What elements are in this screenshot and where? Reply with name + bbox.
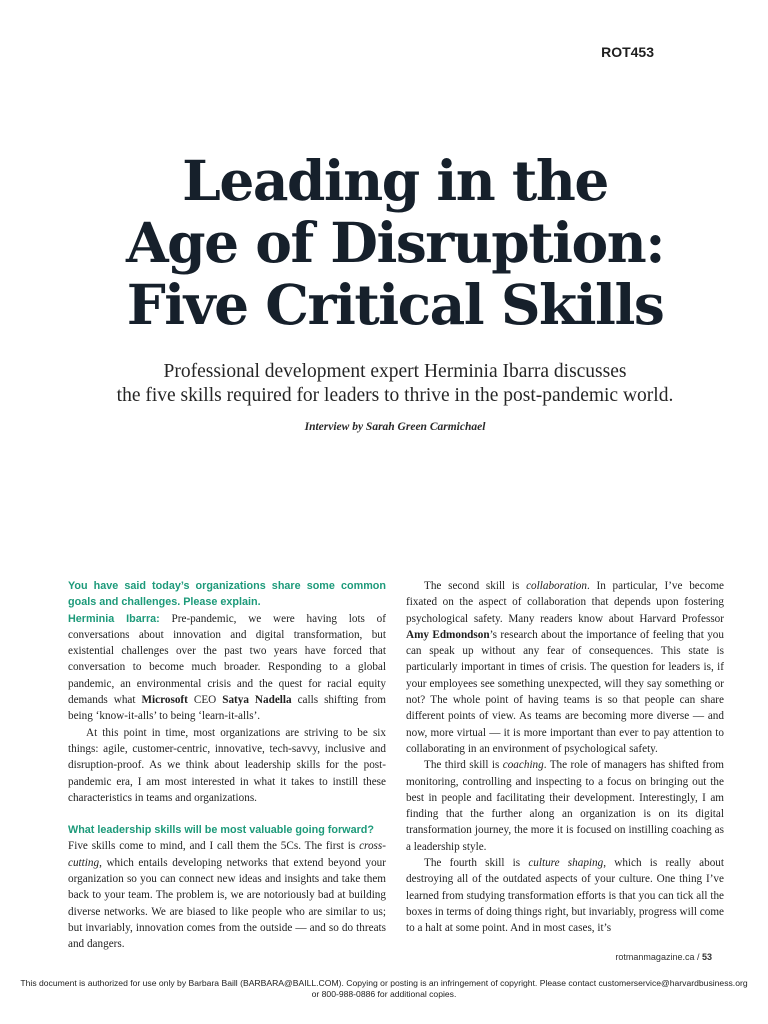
article-subtitle: [0, 360, 768, 408]
p3-text-a: The fourth skill is: [424, 857, 529, 870]
p2-text-a: The third skill is: [424, 759, 503, 772]
notice-line-2: or 800-988-0886 for additional copies.: [311, 989, 457, 999]
subtitle-line-2: the five skills required for leaders to thrive in the post-pandemic world.: [116, 385, 674, 406]
paragraph-culture-shaping: [406, 855, 724, 936]
answer-2: At this point in time, most organizations are striving to be six things: agile, customer-centric, innovative, tech-savvy, inclusive and disruption-proof. As we think about leadership skills for the post-pandemic era, I am most interested in what it takes to instill these characteristics in teams and organizations.: [68, 726, 386, 804]
title-line-1: Leading in the: [182, 148, 608, 213]
p1-text-c: ’s research about the importance of feeling that you can speak up without any fear of consequences. This state is particularly important in times of crisis. The question for leaders is, if your employees see something unexpected, will they say something or not? The whole point of having teams is so that people can share different points of view. As teams are becoming more diverse — and now, more virtual — it is more important than ever to pay attention to collaborating in an environment of psychological safety.: [406, 628, 724, 755]
question-2: What leadership skills will be most valuable going forward?: [68, 824, 374, 837]
p3-text-b: , which is really about destroying all of the outdated aspects of your culture. One thing I’ve learned from studying transformation efforts is that you can tick all the boxes in terms of doing things right, but invariably, progress will come to a halt at some point. And in most cases, it’s: [406, 857, 724, 935]
article-code: ROT453: [601, 44, 654, 60]
answer-3: [68, 838, 386, 952]
right-column: [406, 578, 724, 937]
p2-text-b: . The role of managers has shifted from monitoring, controlling and inspecting to a focus on bringing out the best in people and facilitating their development. Interestingly, I am finding that the further along an organization is on its digital transformation journey, the more it is focused on instilling coaching as a leadership style.: [406, 759, 724, 853]
page-number: 53: [701, 952, 712, 962]
term-cross-cutting: cross-cutting: [68, 840, 386, 869]
answer-1-text-a: Pre-pandemic, we were having lots of conversations about innovation and digital transformation, but existential challenges over the past two years have forced that conversation to become much broader. Responding to a global pandemic, an environmental crisis and the quest for racial equity demands what: [68, 612, 386, 707]
question-1: You have said today’s organizations share some common goals and challenges. Please explain.: [68, 580, 386, 609]
answer-1: [68, 611, 386, 725]
footer-site: rotmanmagazine.ca /: [615, 952, 700, 962]
copyright-notice: [0, 978, 768, 1000]
term-culture-shaping: culture shaping: [528, 857, 604, 870]
paragraph-gap: [68, 806, 386, 822]
notice-line-1: This document is authorized for use only by Barbara Baill (BARBARA@BAILL.COM). Copying or posting is an infringement of copyright. Please contact customerservice@harvardbusiness.org: [20, 978, 748, 988]
paragraph-collaboration: [406, 578, 724, 757]
left-column: [68, 578, 386, 953]
answer-3-text-a: Five skills come to mind, and I call them the 5Cs. The first is: [68, 840, 360, 853]
answer-1-text-b: CEO: [187, 694, 223, 707]
paragraph-coaching: [406, 757, 724, 855]
byline: Interview by Sarah Green Carmichael: [304, 421, 486, 433]
company-microsoft: Microsoft: [141, 694, 188, 707]
p1-text-a: The second skill is: [424, 580, 527, 592]
term-coaching: coaching: [502, 759, 544, 772]
title-line-2: Age of Disruption:: [125, 210, 664, 275]
answer-1-text-c: calls shifting from being ‘know-it-alls’ to being ‘learn-it-alls’.: [68, 694, 386, 723]
person-satya-nadella: Satya Nadella: [222, 694, 292, 707]
title-line-3: Five Critical Skills: [126, 272, 664, 337]
term-collaboration: collaboration: [526, 580, 587, 592]
subtitle-line-1: Professional development expert Herminia Ibarra discusses: [163, 361, 627, 382]
person-amy-edmondson: Amy Edmondson: [406, 628, 490, 641]
article-title: [0, 150, 768, 336]
speaker-name: Herminia Ibarra:: [68, 612, 160, 625]
answer-3-text-b: , which entails developing networks that extend beyond your organization so you can connect new ideas and insights and take them back to your team. The problem is, we are notoriously bad at building diverse networks. We are biased to like people who are similar to us; but invariably, innovation comes from the outside — and so do threats and dangers.: [68, 856, 386, 951]
p1-text-b: . In particular, I’ve become fixated on the aspect of collaboration that depends upon fostering psychological safety. Many readers know about Harvard Professor: [406, 580, 724, 625]
page-footer: [615, 952, 712, 962]
